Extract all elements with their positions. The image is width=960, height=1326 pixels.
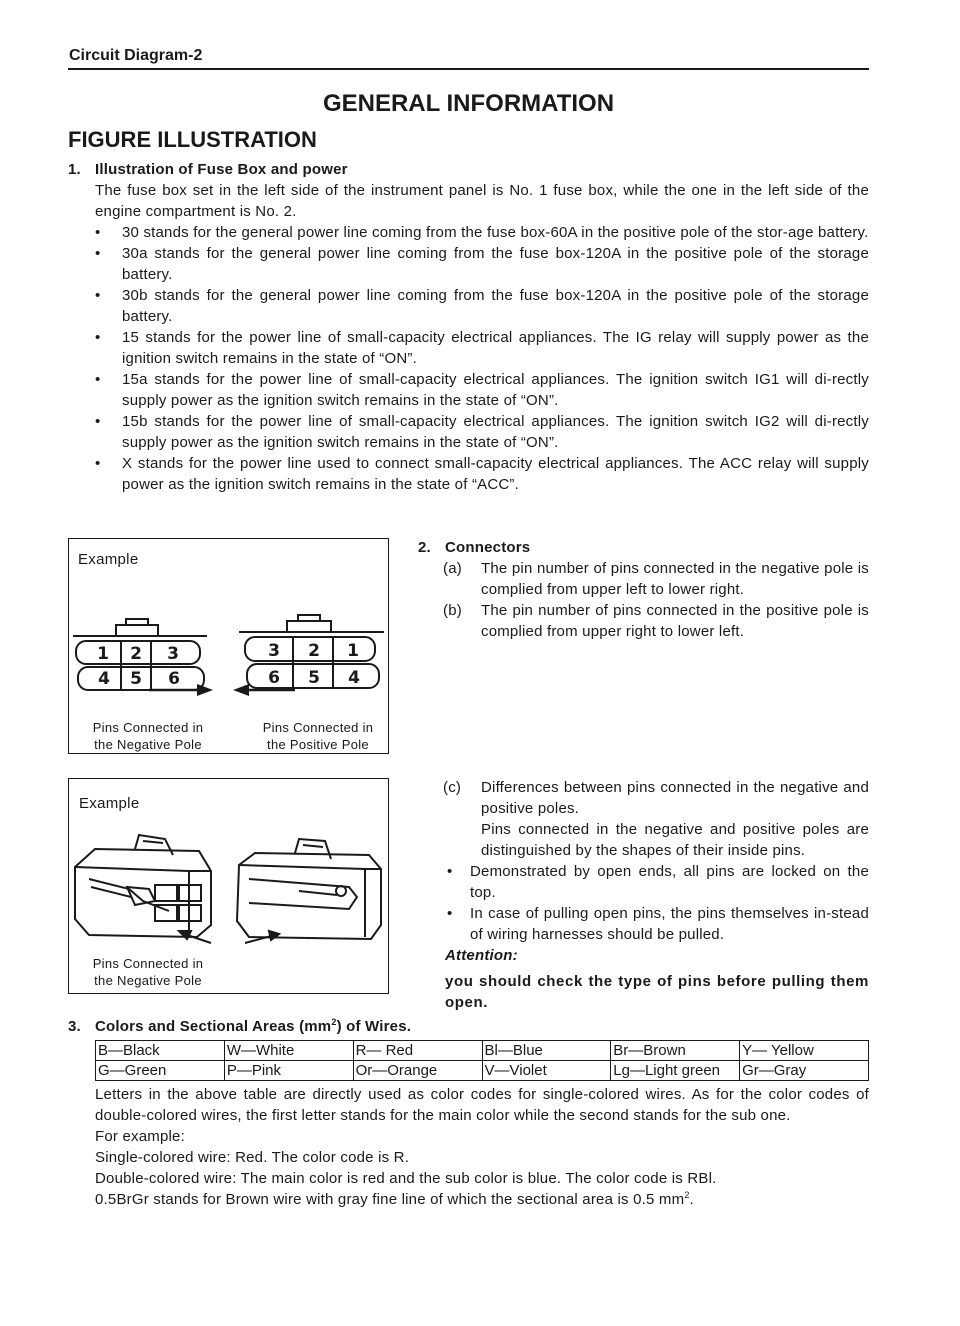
section-3 [68,1016,869,1210]
table-cell: Bl—Blue [482,1041,611,1061]
running-header: Circuit Diagram-2 [69,47,203,64]
table-cell: Br—Brown [611,1041,740,1061]
list-item: • 30 stands for the general power line coming from the fuse box-60A in the positive pole of the stor-age battery. [95,224,869,241]
list-item: • 15a stands for the power line of small-capacity electrical appliances. The ignition switch IG1 will di-rectly supply power as the ignition switch remains in the state of “ON”. [95,371,869,409]
section-1-heading-text: Illustration of Fuse Box and power [95,161,348,178]
table-row [96,1041,869,1061]
pin-label-right-5: 5 [308,668,320,688]
section-2-heading [418,537,869,558]
section-title: FIGURE ILLUSTRATION [68,127,317,152]
list-item: (c) Differences between pins connected in the negative and positive poles. Pins connected in the negative and positive poles are distinguished by the shapes of their inside pins. [443,779,869,859]
list-item: • 30a stands for the general power line coming from the fuse box-120A in the positive pole of the storage battery. [95,245,869,283]
figure-1-caption-positive: Pins Connected in the Positive Pole [262,720,374,752]
color-code-explanation: Letters in the above table are directly used as color codes for single-colored wires. As for the color codes of double-colored wires, the first letter stands for the main color while the second stands for the sub one. [95,1086,869,1124]
example-line-sectional-area: 0.5BrGr stands for Brown wire with gray fine line of which the sectional area is 0.5 $mm^2$. [95,1190,694,1208]
section-2-continued [443,777,869,1013]
pin-label-left-6: 6 [168,669,180,689]
pin-label-left-4: 4 [98,669,110,689]
attention-text: you should check the type of pins before pulling them open. [445,973,869,1011]
table-row [96,1061,869,1081]
table-cell: R— Red [353,1041,482,1061]
section-2-heading-text: Connectors [445,539,531,556]
table-cell: Y— Yellow [740,1041,869,1061]
table-cell: W—White [224,1041,353,1061]
wire-color-table [95,1040,869,1081]
section-3-heading: 3. Colors and Sectional Areas $(mm^2)$ of Wires. [68,1017,412,1035]
section-1-number: 1. [68,161,81,178]
table-cell: Gr—Gray [740,1061,869,1081]
list-item: • 15b stands for the power line of small-capacity electrical appliances. The ignition switch IG2 will di-rectly supply power as the ignition switch remains in the state of “ON”. [95,413,869,451]
pin-label-right-4: 4 [348,668,360,688]
table-cell: G—Green [96,1061,225,1081]
table-cell: Lg—Light green [611,1061,740,1081]
figure-2-caption: Pins Connected in the Negative Pole [92,956,204,988]
figure-1-caption-negative: Pins Connected in the Negative Pole [92,720,204,752]
section-2 [418,537,869,642]
page-title: GENERAL INFORMATION [322,90,615,117]
example-line: For example: [95,1128,185,1145]
section-3-number: 3. [68,1018,81,1035]
example-line: Single-colored wire: Red. The color code is R. [95,1149,410,1166]
list-item: (a) The pin number of pins connected in the negative pole is complied from upper left to lower right. [443,560,869,598]
table-cell: V—Violet [482,1061,611,1081]
pin-label-left-3: 3 [167,644,179,664]
section-1 [68,159,869,495]
figure-connector-shapes [68,778,389,994]
section-1-intro: The fuse box set in the left side of the instrument panel is No. 1 fuse box, while the one in the left side of the engine compartment is No. 2. [95,182,869,220]
pin-label-left-2: 2 [130,644,142,664]
list-item: • X stands for the power line used to connect small-capacity electrical appliances. The ACC relay will supply power as the ignition switch remains in the state of “ACC”. [95,455,869,493]
pin-label-left-1: 1 [97,644,109,664]
list-item: (b) The pin number of pins connected in the positive pole is complied from upper right to lower left. [443,602,869,640]
table-cell: P—Pink [224,1061,353,1081]
list-item: • Demonstrated by open ends, all pins are locked on the top. [447,863,869,901]
pin-label-left-5: 5 [130,669,142,689]
list-item: • 15 stands for the power line of small-capacity electrical appliances. The IG relay will supply power as the ignition switch remains in the state of “ON”. [95,329,869,367]
section-2-number: 2. [418,539,431,556]
table-cell: B—Black [96,1041,225,1061]
figure-1-label: Example [78,551,139,568]
pin-label-right-3: 3 [268,641,280,661]
list-item: • 30b stands for the general power line coming from the fuse box-120A in the positive pole of the storage battery. [95,287,869,325]
pin-label-right-1: 1 [347,641,359,661]
section-1-heading [68,159,869,180]
figure-pin-numbering [68,538,389,754]
example-line: Double-colored wire: The main color is red and the sub color is blue. The color code is RBl. [95,1170,717,1187]
list-item: • In case of pulling open pins, the pins themselves in-stead of wiring harnesses should be pulled. [447,905,869,943]
figure-2-label: Example [79,795,140,812]
section-1-bullets [68,222,869,495]
attention-label: Attention: [445,947,518,964]
header-rule [68,68,869,70]
table-cell: Or—Orange [353,1061,482,1081]
pin-label-right-6: 6 [268,668,280,688]
pin-label-right-2: 2 [308,641,320,661]
